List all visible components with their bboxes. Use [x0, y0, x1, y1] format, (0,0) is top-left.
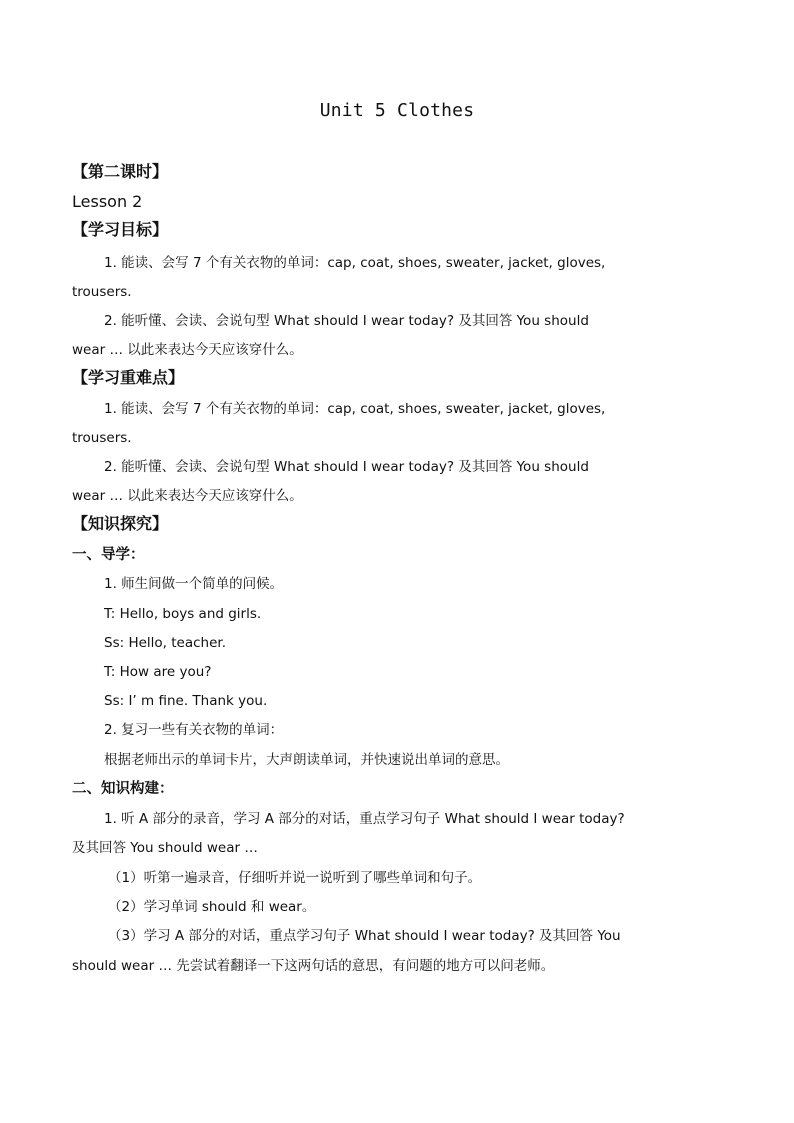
section-2-step-1: （1）听第一遍录音，仔细听并说一说听到了哪些单词和句子。	[108, 870, 482, 886]
section-2-step-2: （2）学习单词 should 和 wear。	[108, 899, 316, 915]
goals-heading: 【学习目标】	[72, 220, 169, 239]
section-2-item-1-line-1: 1. 听 A 部分的录音，学习 A 部分的对话，重点学习句子 What should I wear today?	[104, 811, 625, 827]
dialog-line: Ss: I’ m fine. Thank you.	[104, 693, 268, 709]
section-2-item-1-line-2: 及其回答 You should wear …	[72, 840, 258, 856]
goal-1-line-1: 1. 能读、会写 7 个有关衣物的单词：cap, coat, shoes, sweater, jacket, gloves,	[104, 255, 606, 271]
goal-2-line-1: 2. 能听懂、会读、会说句型 What should I wear today? 及其回答 You should	[104, 313, 589, 329]
dialog-line: T: How are you?	[104, 664, 212, 680]
key-1-line-2: trousers.	[72, 430, 132, 446]
dialog-line: Ss: Hello, teacher.	[104, 635, 227, 651]
section-1-item-2-detail: 根据老师出示的单词卡片，大声朗读单词，并快速说出单词的意思。	[104, 752, 509, 768]
period-heading: 【第二课时】	[72, 162, 169, 181]
goal-2-line-2: wear … 以此来表达今天应该穿什么。	[72, 342, 303, 358]
dialog-line: T: Hello, boys and girls.	[104, 606, 262, 622]
key-points-heading: 【学习重难点】	[72, 368, 185, 387]
unit-title: Unit 5 Clothes	[319, 100, 475, 121]
lesson-label: Lesson 2	[72, 192, 143, 211]
section-1-item-2: 2. 复习一些有关衣物的单词：	[104, 722, 284, 738]
key-2-line-2: wear … 以此来表达今天应该穿什么。	[72, 488, 303, 504]
explore-heading: 【知识探究】	[72, 514, 169, 533]
goal-1-line-2: trousers.	[72, 284, 132, 300]
section-1-item-1: 1. 师生间做一个简单的问候。	[104, 576, 284, 592]
key-1-line-1: 1. 能读、会写 7 个有关衣物的单词：cap, coat, shoes, sweater, jacket, gloves,	[104, 401, 606, 417]
key-2-line-1: 2. 能听懂、会读、会说句型 What should I wear today? 及其回答 You should	[104, 459, 589, 475]
section-1-heading: 一、导学：	[72, 547, 145, 563]
section-2-step-3-line-1: （3）学习 A 部分的对话，重点学习句子 What should I wear today? 及其回答 You	[108, 928, 621, 944]
section-2-step-3-line-2: should wear … 先尝试着翻译一下这两句话的意思，有问题的地方可以问老师。	[72, 958, 555, 974]
section-2-heading: 二、知识构建：	[72, 781, 174, 797]
